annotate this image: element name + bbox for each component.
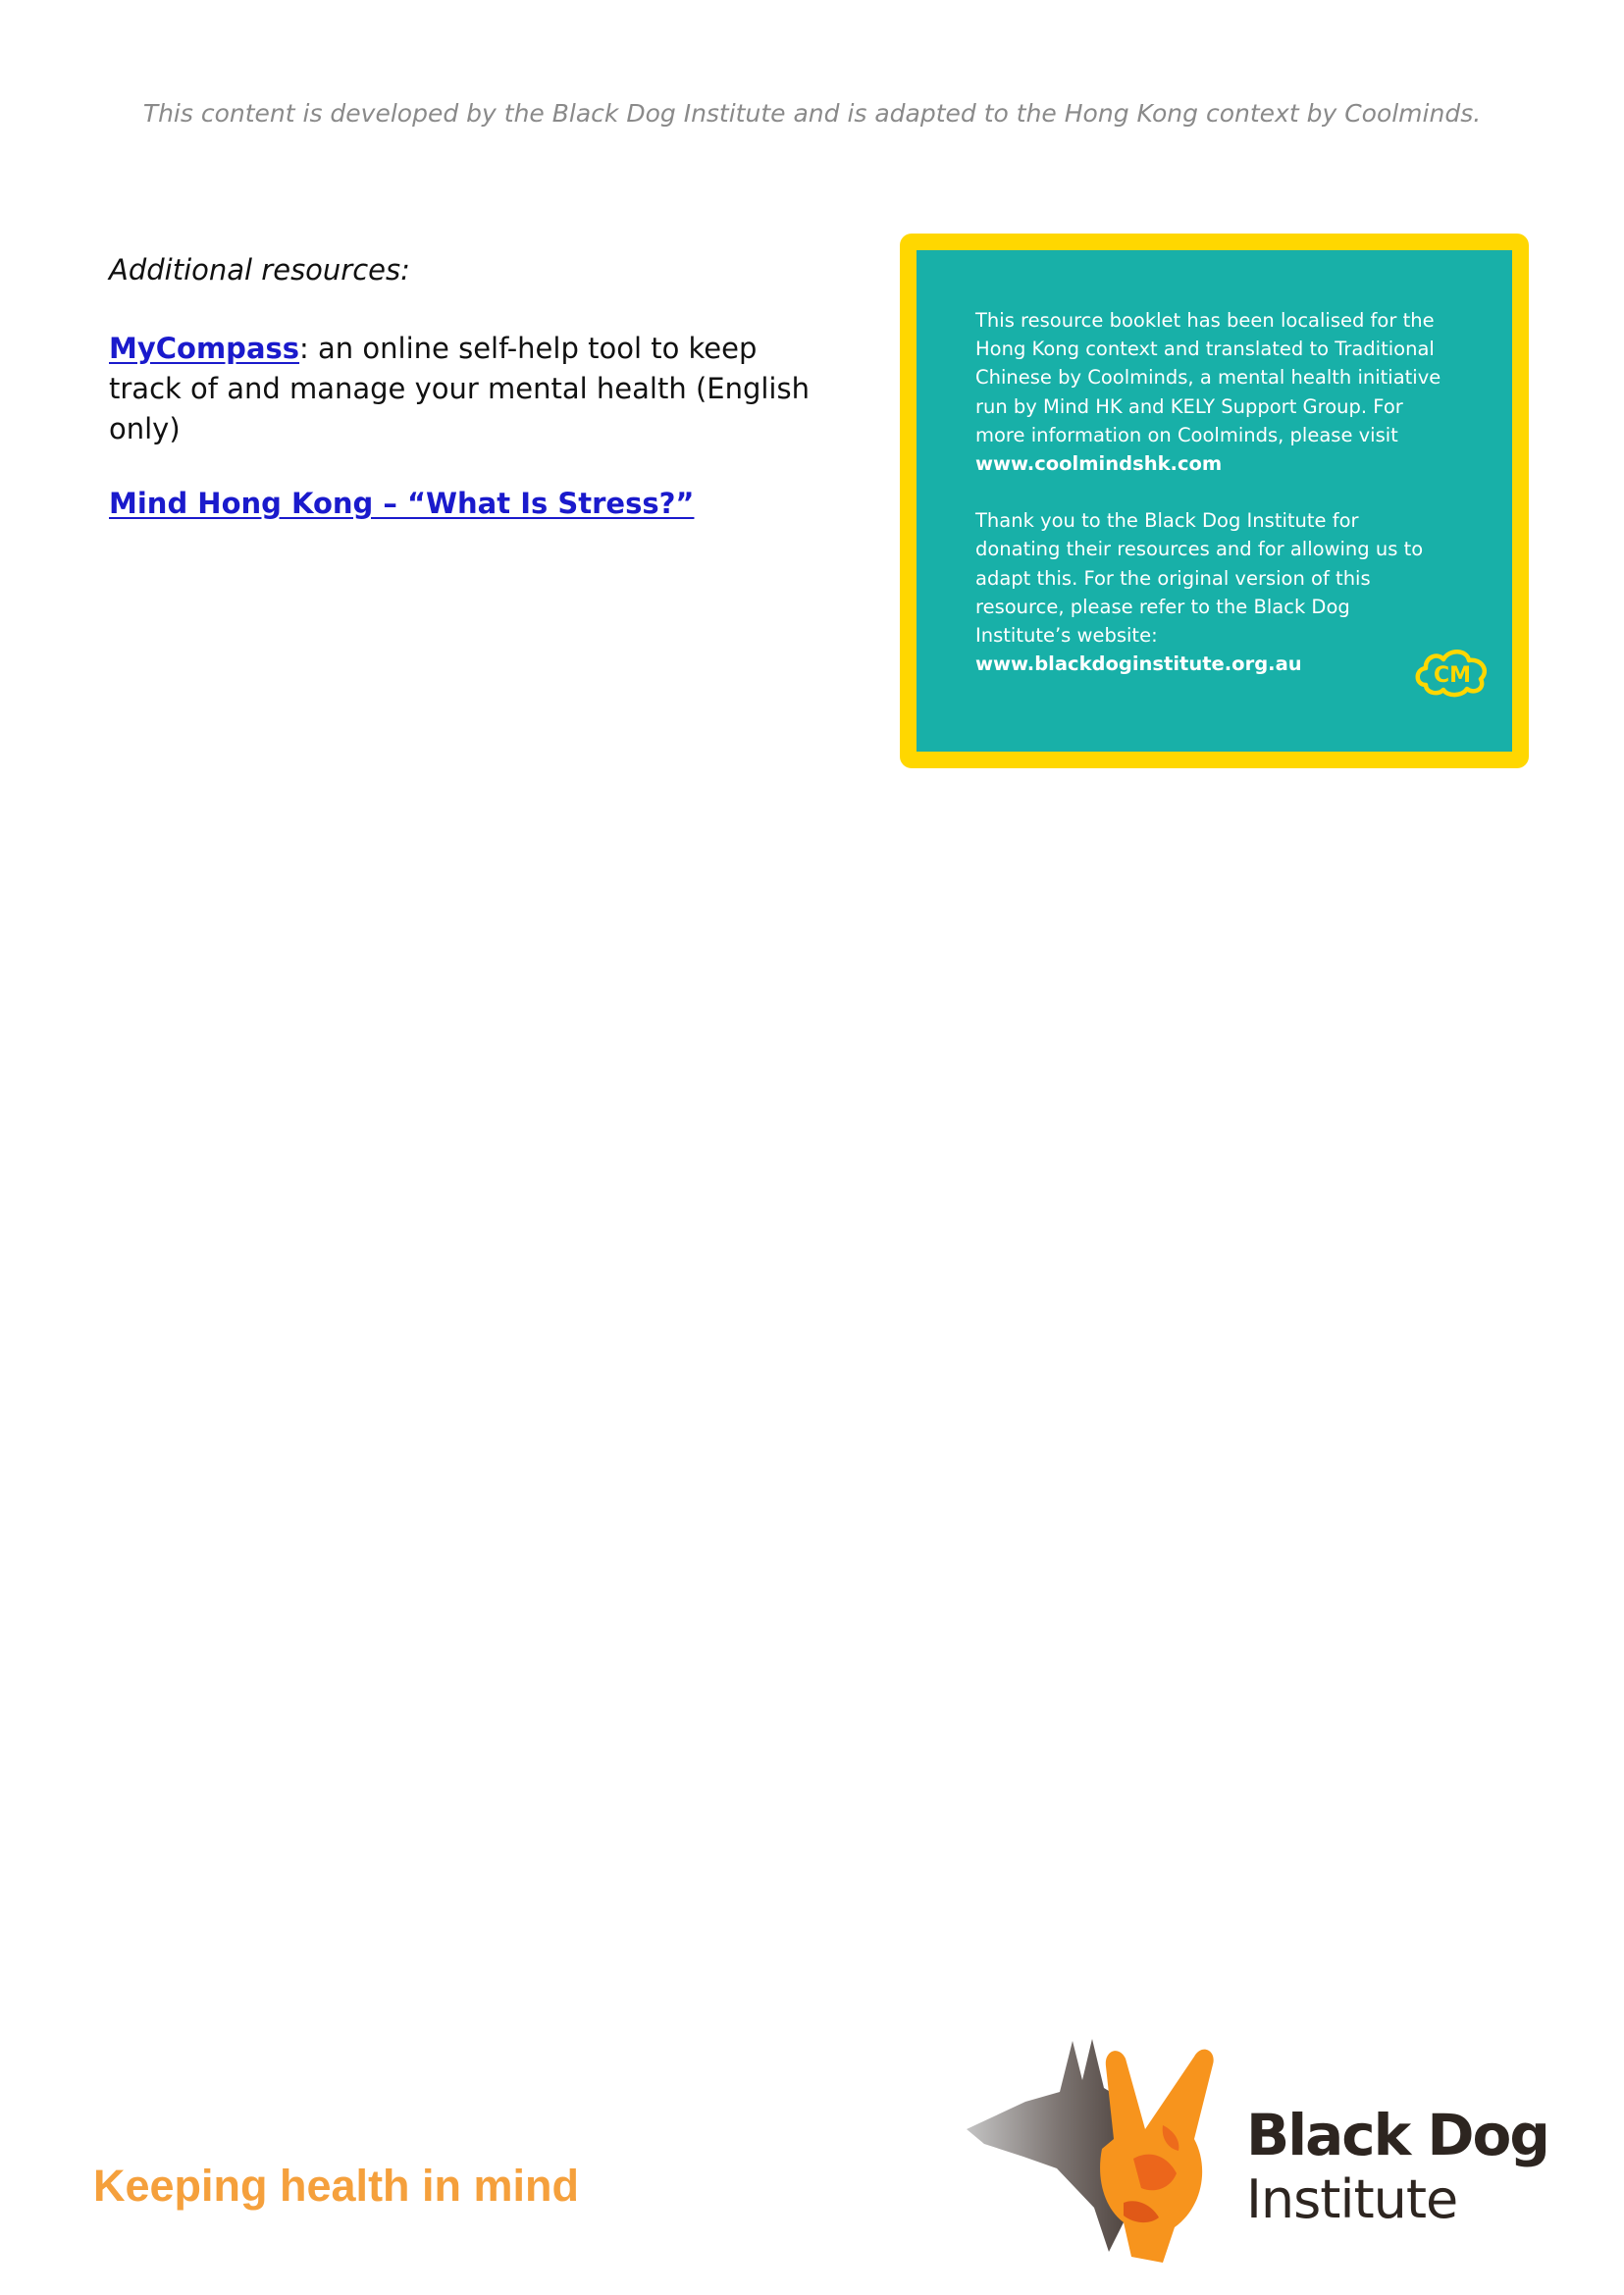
- bdi-logo-line2: Institute: [1246, 2168, 1458, 2230]
- blackdog-url[interactable]: www.blackdoginstitute.org.au: [975, 652, 1302, 676]
- coolminds-url[interactable]: www.coolmindshk.com: [975, 452, 1223, 476]
- attribution-note: This content is developed by the Black Dog Institute and is adapted to the Hong Kong context by Coolminds.: [142, 99, 1482, 128]
- info-box-content: [917, 250, 1512, 752]
- bdi-logo-line1: Black Dog: [1246, 2102, 1548, 2168]
- localisation-info-box: [900, 234, 1529, 768]
- resource-mycompass: [109, 329, 815, 449]
- resources-heading: Additional resources:: [109, 253, 410, 287]
- mycompass-description: : an online self-help tool to keep track of and manage your mental health (English only): [109, 332, 810, 445]
- info-paragraph-1: [975, 306, 1443, 478]
- mind-hong-kong-link[interactable]: Mind Hong Kong – “What Is Stress?”: [109, 487, 695, 520]
- mycompass-link[interactable]: MyCompass: [109, 332, 300, 365]
- info-text-2: Thank you to the Black Dog Institute for donating their resources and for allowing us to adapt this. For the original version of this resource, please refer to the Black Dog Institute’s website:: [975, 509, 1424, 648]
- footer-tagline: Keeping health in mind: [93, 2161, 580, 2211]
- info-paragraph-2: [975, 506, 1443, 678]
- coolminds-logo-text: CM: [1433, 663, 1472, 688]
- resource-mind-hk: [109, 484, 815, 524]
- additional-resources: [109, 253, 815, 558]
- coolminds-logo: [1412, 642, 1493, 701]
- info-text-1: This resource booklet has been localised for the Hong Kong context and translated to Traditional Chinese by Coolminds, a mental health initiative run by Mind HK and KELY Support Group. For more information on Coolminds, please visit: [975, 309, 1441, 446]
